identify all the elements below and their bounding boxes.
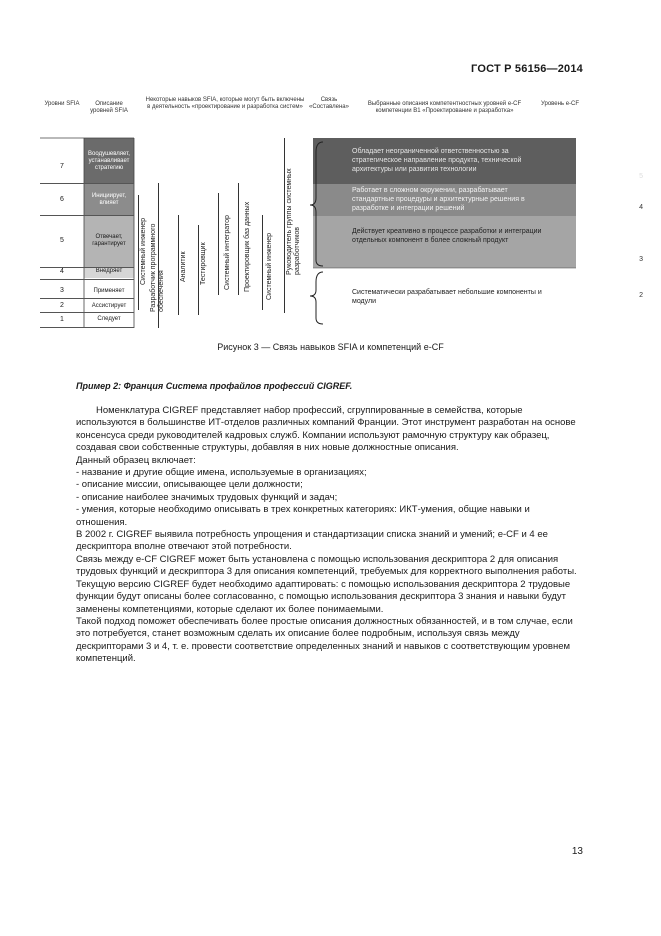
level-number: 2 [60, 302, 64, 309]
standard-code: ГОСТ Р 56156—2014 [471, 63, 583, 75]
ecf-description: Действует креативно в процессе разработки и интеграции отдельных компонент в более сложный продукт [352, 228, 542, 244]
skill-label: Разработчик программного обеспечения [150, 223, 165, 312]
body-text [76, 405, 582, 666]
header-ecf-desc: Выбранные описания компетентностных уровней e-CF компетенции B1 «Проектирование и разработка» [367, 101, 522, 114]
level-number: 4 [60, 268, 64, 275]
skill-label: Системный инженер [140, 217, 147, 285]
paragraph: Номенклатура CIGREF представляет набор профессий, сгруппированные в семейства, которые используются в большинстве ИТ-отделов различных компаний Франции. Этот инструмент разработан на основе консенсуса среди руководителей кадровых служб. Компании используют рамочную структуру как образец, создавая свои собственные структуры, добавляя в них новые должностные описания. [76, 405, 576, 454]
header-ecf-level: Уровень e-CF [540, 101, 580, 107]
ecf-level: 5 [639, 173, 643, 180]
ecf-level: 3 [639, 256, 643, 263]
row-divider [40, 215, 134, 216]
level-description: Ассистирует [91, 303, 127, 309]
level-number: 5 [60, 237, 64, 244]
row-divider [40, 312, 134, 313]
skill-label: Системный инженер [266, 232, 273, 300]
list-item: - название и другие общие имена, используемые в организациях; [76, 467, 367, 479]
skill-bar [178, 215, 179, 315]
skill-bar [262, 215, 263, 310]
skill-label: Аналитик [180, 251, 187, 282]
row-divider [40, 298, 134, 299]
level-description: Воодушевляет, устанавливает стратегию [88, 151, 130, 171]
paragraph: В 2002 г. CIGREF выявила потребность упрощения и стандартизации списка знаний и умений; e-CF и 4 ее дескриптора вполне отвечают этой потребности. [76, 529, 548, 553]
skill-label: Тестировщик [200, 242, 207, 285]
level-description: Отвечает, гарантирует [92, 234, 126, 247]
paragraph: Текущую версию CIGREF будет необходимо адаптировать: с помощью использования дескриптора 2 трудовые функции будут описаны более согласованно, с помощью использования дескриптора 3 знания и навыки будут заменены компетенциями, которые сделают их более понимаемыми. [76, 578, 571, 615]
level-description: Внедряет [95, 268, 123, 274]
skill-bar [138, 195, 139, 310]
ecf-description: Обладает неограниченной ответственностью за стратегическое направление продукта, технической архитектуры или развития технологии [352, 148, 522, 173]
level-description: Инициирует, влияет [91, 193, 127, 206]
skill-label: Проектировщик баз данных [244, 201, 251, 292]
skill-label: Руководитель группы системных разработчиков [286, 168, 301, 275]
ecf-description: Работает в сложном окружении, разрабатывает стандартные процедуры и архитектурные решения в разработке и интеграции решений [352, 187, 525, 212]
row-divider [40, 267, 134, 268]
header-skills: Некоторые навыков SFIA, которые могут быть включены в деятельность «проектирование и разработка систем» [145, 97, 305, 110]
level-number: 7 [60, 163, 64, 170]
skill-bar [218, 193, 219, 295]
row-divider [40, 183, 134, 184]
level-number: 6 [60, 196, 64, 203]
skill-bar [238, 183, 239, 295]
skill-bar [284, 138, 285, 313]
ecf-level: 2 [639, 292, 643, 299]
header-link: Связь «Составлена» [309, 97, 349, 110]
header-level: Уровни SFIA [44, 101, 80, 107]
level-number: 3 [60, 287, 64, 294]
example-title: Пример 2: Франция Система профайлов профессий CIGREF. [76, 381, 353, 391]
paragraph: Такой подход поможет обеспечивать более простые описания должностных обязанностей, и в том случае, если это потребуется, станет возможным сделать их описание более подробным, используя связь между дескрипторами 3 и 4, т. е. провести соответствие определенных знаний и навыков с соответствующим уровнем компетенций. [76, 615, 573, 665]
row-divider [40, 279, 134, 280]
list-item: - умения, которые необходимо описывать в трех конкретных категориях: ИКТ-умения, общие навыки и отношения. [76, 504, 530, 528]
list-item: - описание наиболее значимых трудовых функций и задач; [76, 491, 338, 503]
skill-bar [198, 225, 199, 315]
row-divider [40, 327, 134, 328]
figure-caption: Рисунок 3 — Связь навыков SFIA и компетенций e-CF [217, 342, 444, 352]
level-description: Следует [97, 316, 121, 322]
level-description: Применяет [93, 288, 125, 294]
paragraph: Данный образец включает: [76, 454, 196, 466]
header-level-desc: Описание уровней SFIA [90, 101, 128, 114]
list-item: - описание миссии, описывающее цели должности; [76, 479, 303, 491]
skill-label: Системный интегратор [224, 215, 231, 290]
ecf-level: 4 [639, 204, 643, 211]
page-number: 13 [571, 846, 583, 857]
paragraph: Связь между e-CF CIGREF может быть установлена с помощью использования дескриптора 2 для описания трудовых функций и дескриптора 3 для описания компетенций, требуемых для корректного выполнения работы. [76, 553, 577, 578]
ecf-description: Систематически разрабатывает небольшие компоненты и модули [352, 289, 542, 305]
level-number: 1 [60, 316, 64, 323]
